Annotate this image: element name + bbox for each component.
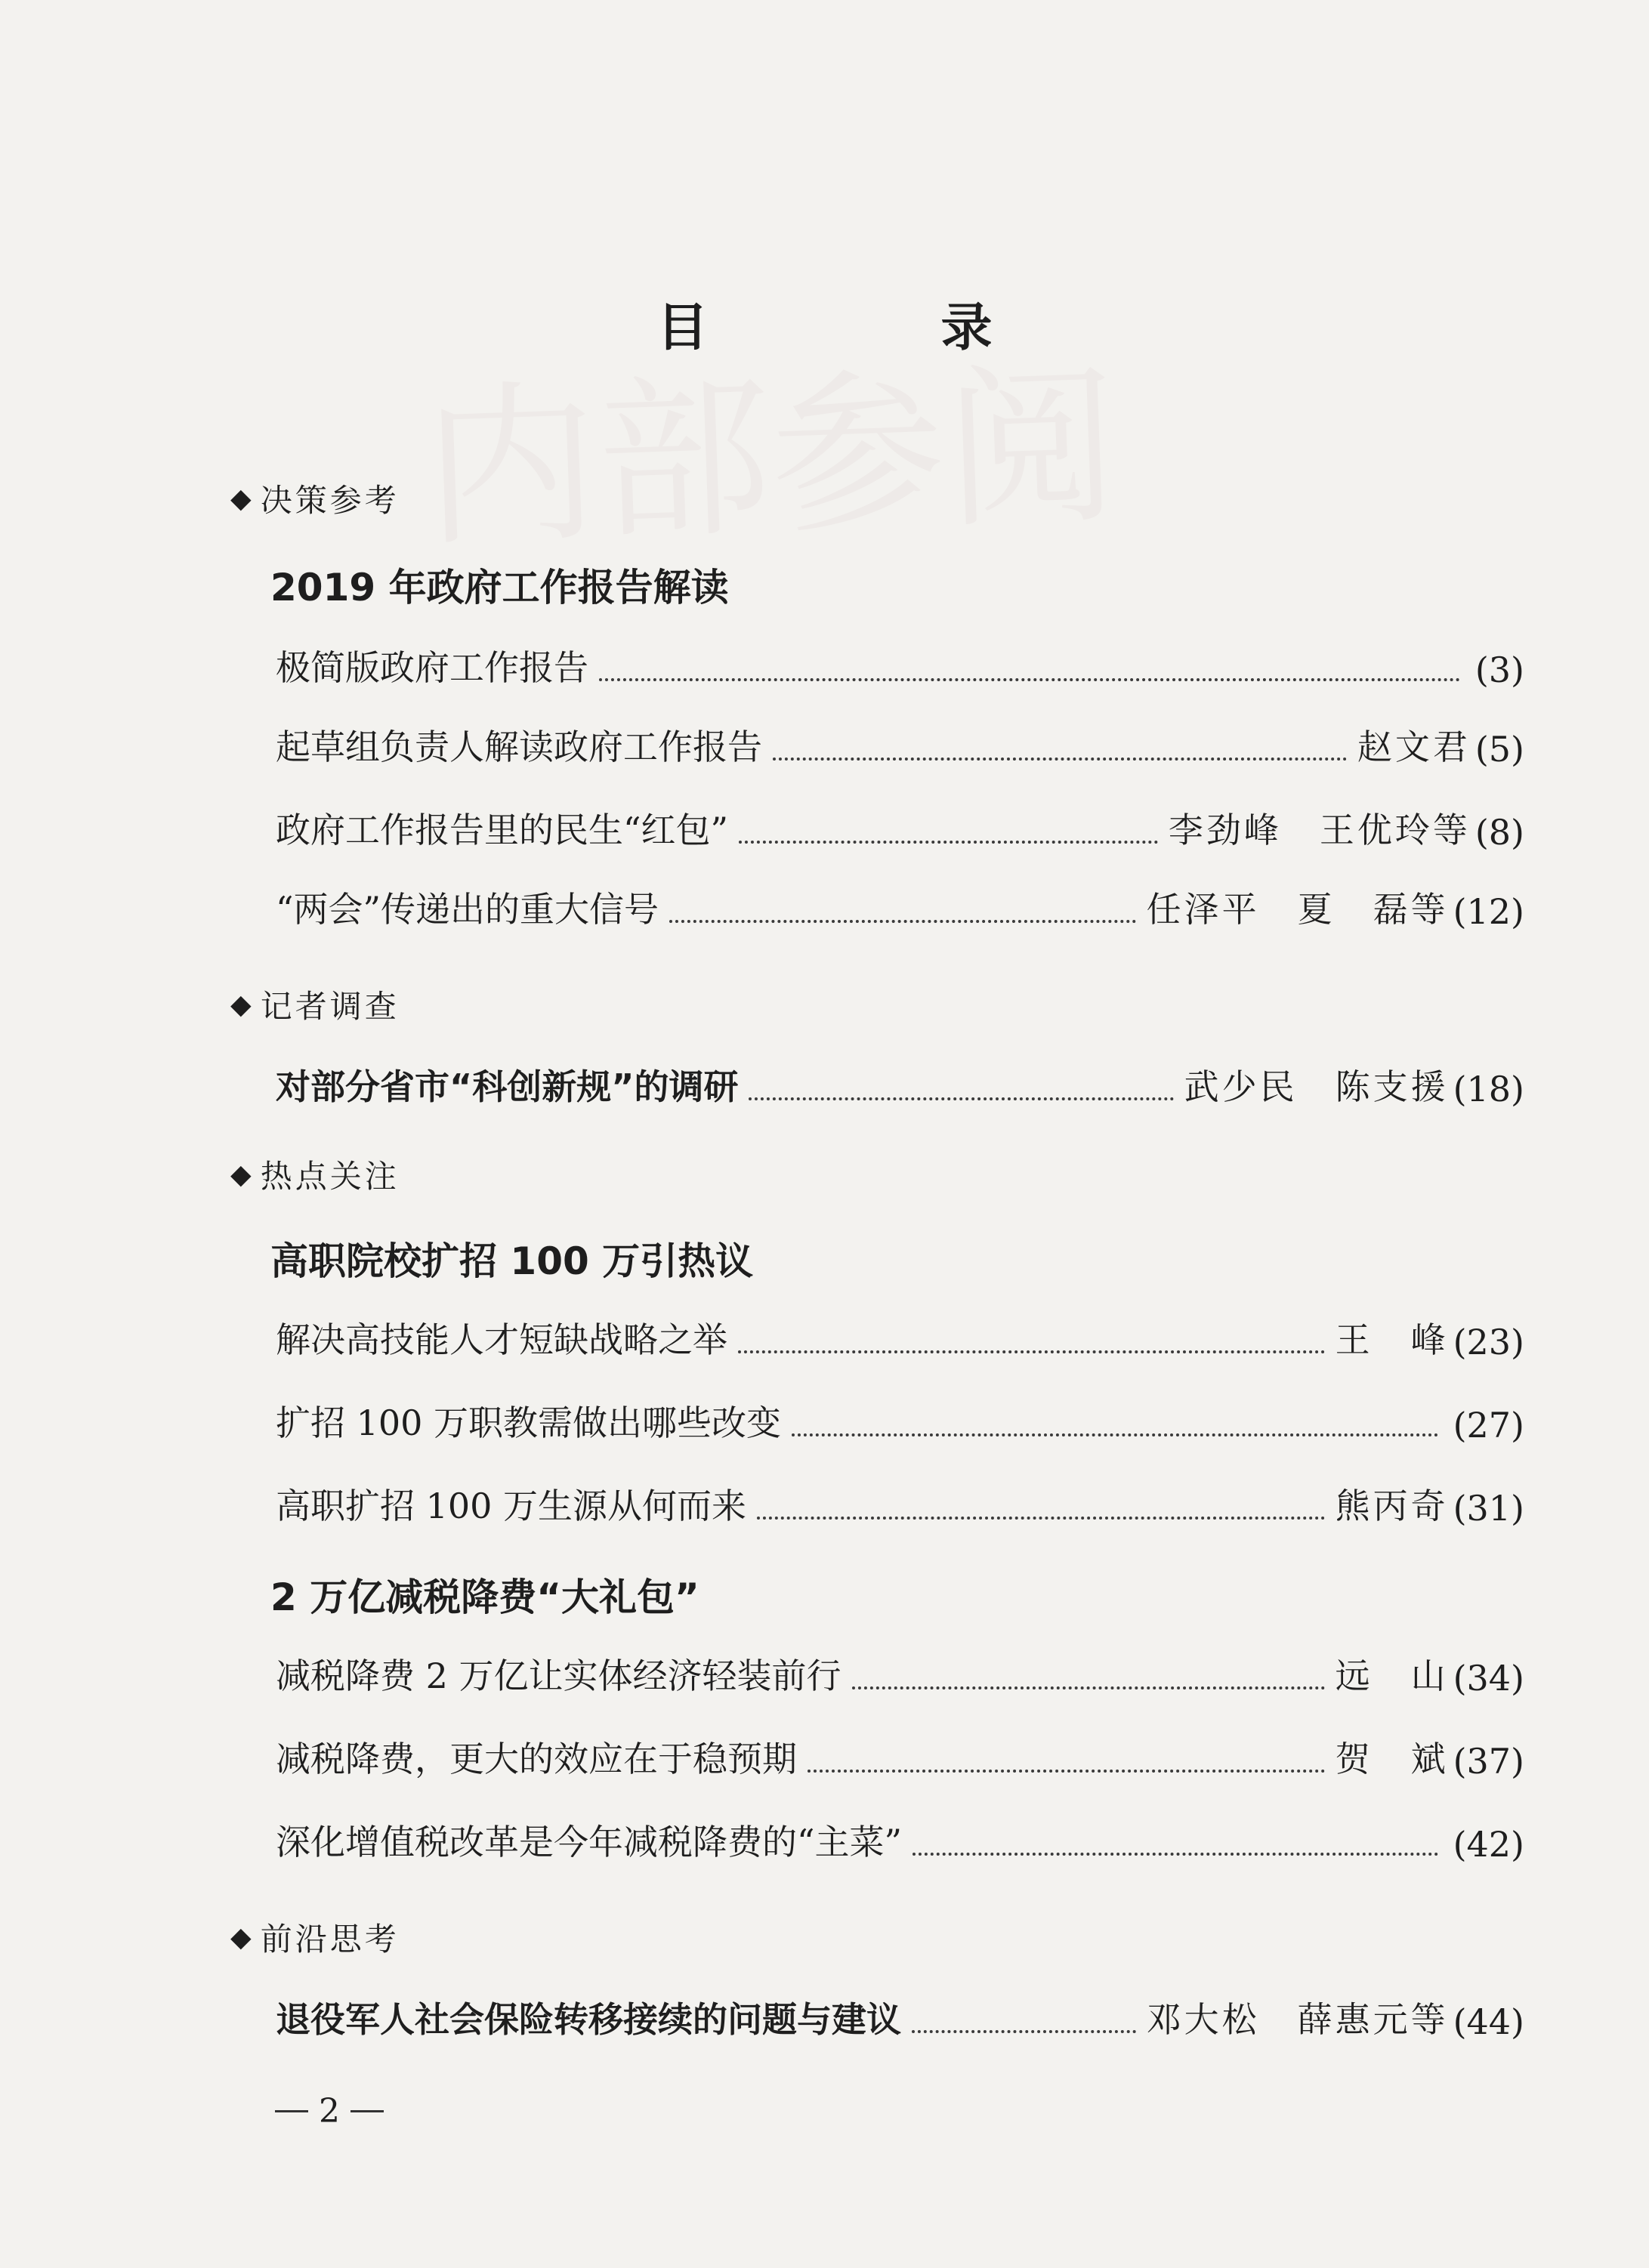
dot-leader <box>912 2030 1136 2033</box>
entry-page: (42) <box>1453 1824 1524 1865</box>
entry-title: 减税降费 2 万亿让实体经济轻装前行 <box>276 1655 841 1696</box>
show-through-masthead: 内部参阅 <box>420 345 1122 571</box>
entry-title: 高职扩招 100 万生源从何而来 <box>276 1486 747 1526</box>
toc-entry[interactable] <box>276 642 1524 690</box>
entry-title: “两会”传递出的重大信号 <box>276 889 659 930</box>
toc-entry[interactable] <box>276 721 1524 770</box>
page-title: 目 录 <box>656 298 1083 358</box>
entry-title: 起草组负责人解读政府工作报告 <box>276 727 762 767</box>
entry-title: 扩招 100 万职教需做出哪些改变 <box>276 1402 782 1443</box>
toc-entry[interactable] <box>276 1816 1524 1865</box>
entry-author: 邓大松 薛惠元等 <box>1146 1999 1449 2040</box>
toc-entry[interactable] <box>276 1480 1524 1529</box>
dot-leader <box>792 1433 1438 1436</box>
entry-author: 赵文君 <box>1357 727 1471 767</box>
toc-entry[interactable] <box>276 804 1524 853</box>
entry-page: (27) <box>1453 1405 1524 1446</box>
footer-dash <box>275 2110 308 2112</box>
toc-entry[interactable] <box>276 884 1524 932</box>
entry-page: (3) <box>1475 650 1524 690</box>
entry-author: 任泽平 夏 磊等 <box>1146 889 1449 930</box>
toc-entry[interactable] <box>276 1650 1524 1699</box>
page-footer <box>264 2092 394 2131</box>
dot-leader <box>669 920 1136 923</box>
dot-leader <box>773 758 1347 761</box>
topic-heading: 2 万亿减税降费“大礼包” <box>270 1575 699 1619</box>
section-heading <box>230 1152 400 1197</box>
toc-entry[interactable] <box>276 1994 1524 2042</box>
entry-title: 对部分省市“科创新规”的调研 <box>276 1066 739 1107</box>
section-heading <box>230 982 400 1027</box>
diamond-bullet-icon: ◆ <box>230 989 255 1020</box>
entry-page: (34) <box>1453 1658 1524 1699</box>
dot-leader <box>599 678 1460 681</box>
toc-entry[interactable] <box>276 1397 1524 1446</box>
entry-title: 极简版政府工作报告 <box>276 647 588 688</box>
section-label: 前沿思考 <box>260 1921 400 1958</box>
diamond-bullet-icon: ◆ <box>230 483 255 514</box>
dot-leader <box>738 1350 1325 1353</box>
section-label: 决策参考 <box>260 482 400 519</box>
entry-page: (5) <box>1475 729 1524 770</box>
footer-dash <box>350 2110 384 2112</box>
entry-author: 武少民 陈支援 <box>1184 1066 1449 1107</box>
entry-author: 贺 斌 <box>1335 1739 1449 1779</box>
dot-leader <box>739 841 1158 844</box>
entry-page: (12) <box>1453 891 1524 932</box>
toc-entry[interactable] <box>276 1061 1524 1109</box>
topic-heading: 高职院校扩招 100 万引热议 <box>270 1239 754 1283</box>
entry-title: 深化增值税改革是今年减税降费的“主菜” <box>276 1822 903 1862</box>
diamond-bullet-icon: ◆ <box>230 1921 255 1953</box>
dot-leader <box>913 1853 1438 1856</box>
entry-page: (37) <box>1453 1741 1524 1782</box>
toc-entry[interactable] <box>276 1314 1524 1362</box>
entry-page: (18) <box>1453 1069 1524 1109</box>
diamond-bullet-icon: ◆ <box>230 1159 255 1190</box>
topic-heading: 2019 年政府工作报告解读 <box>270 566 729 609</box>
dot-leader <box>749 1097 1173 1100</box>
entry-author: 熊丙奇 <box>1335 1486 1449 1526</box>
entry-title: 政府工作报告里的民生“红包” <box>276 810 729 850</box>
entry-author: 李劲峰 王优玲等 <box>1168 810 1471 850</box>
entry-author: 王 峰 <box>1335 1319 1449 1360</box>
dot-leader <box>757 1517 1325 1520</box>
dot-leader <box>808 1770 1325 1773</box>
entry-page: (8) <box>1475 812 1524 853</box>
toc-entry[interactable] <box>276 1733 1524 1782</box>
section-heading <box>230 1915 400 1960</box>
section-heading <box>230 476 400 521</box>
entry-author: 远 山 <box>1335 1655 1449 1696</box>
entry-title: 减税降费，更大的效应在于稳预期 <box>276 1739 797 1779</box>
section-label: 热点关注 <box>260 1158 400 1195</box>
section-label: 记者调查 <box>260 988 400 1025</box>
entry-title: 退役军人社会保险转移接续的问题与建议 <box>276 1999 901 2040</box>
dot-leader <box>852 1686 1325 1689</box>
entry-page: (23) <box>1453 1322 1524 1362</box>
entry-title: 解决高技能人才短缺战略之举 <box>276 1319 727 1360</box>
entry-page: (31) <box>1453 1488 1524 1529</box>
footer-page-number: 2 <box>319 2092 340 2131</box>
entry-page: (44) <box>1453 2001 1524 2042</box>
